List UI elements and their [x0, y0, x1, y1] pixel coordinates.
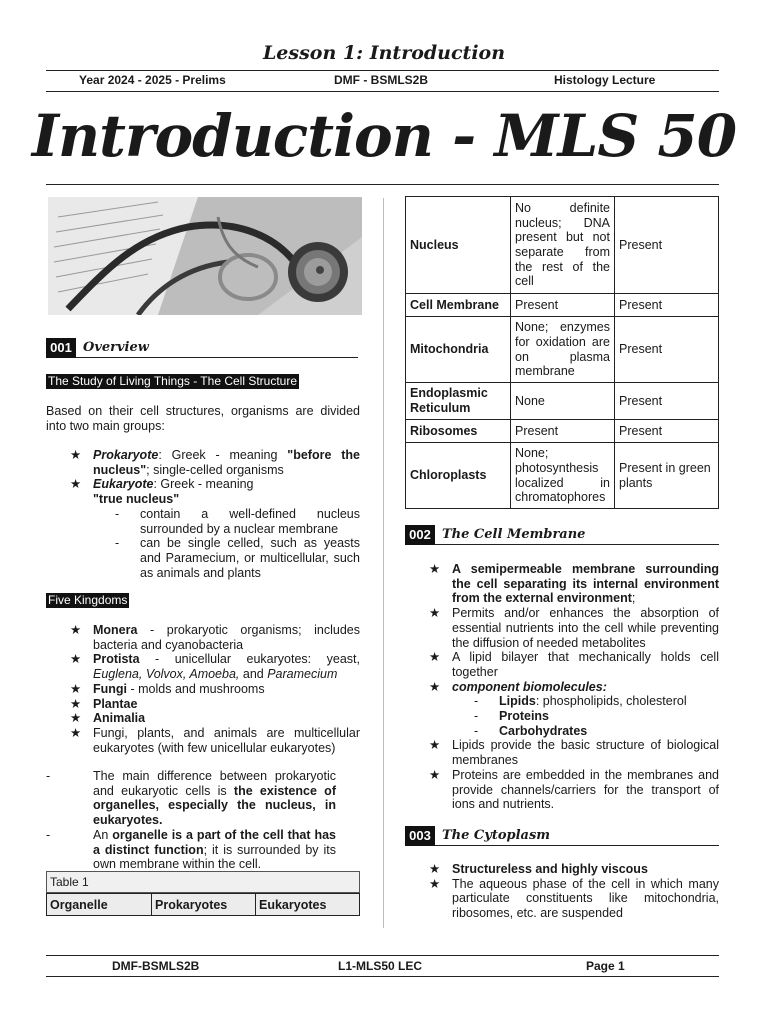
star-icon: ★	[70, 696, 82, 711]
main-title: Introduction - MLS 50	[31, 102, 737, 170]
section-number: 002	[405, 525, 435, 545]
kingdoms-list	[70, 623, 360, 755]
header-year: Year 2024 - 2025 - Prelims	[79, 73, 226, 87]
star-icon: ★	[429, 862, 441, 876]
eukaryote-points	[115, 507, 360, 581]
footer-rule-top	[46, 955, 719, 956]
stethoscope-photo	[48, 197, 362, 315]
list-item: ★ Structureless and highly viscous	[429, 862, 648, 876]
footer-left: DMF-BSMLS2B	[112, 959, 200, 973]
list-item: ★ Monera - prokaryotic organisms; includes bacteria and cyanobacteria	[70, 623, 360, 652]
list-item: - contain a well-defined nucleus surrounded by a nuclear membrane	[115, 506, 360, 536]
list-item: ★ Permits and/or enhances the absorption of essential nutrients into the cell while preventing the diffusion of needed metabolites	[429, 606, 719, 650]
footer-row	[46, 959, 719, 975]
header-rule-top	[46, 70, 719, 71]
star-icon: ★	[70, 725, 82, 740]
star-icon: ★	[70, 623, 82, 637]
table-row: Chloroplasts None; photosynthesis localized in chromatophores Present in green plants	[406, 443, 719, 509]
lesson-title: Lesson 1: Introduction	[262, 42, 506, 64]
star-icon: ★	[429, 738, 441, 753]
star-icon: ★	[70, 477, 82, 492]
star-icon: ★	[70, 681, 82, 696]
table-row: Nucleus No definite nucleus; DNA present but not separate from the rest of the cell Present	[406, 197, 719, 294]
star-icon: ★	[429, 562, 441, 576]
section-number: 003	[405, 826, 435, 846]
list-item: ★ Prokaryote: Greek - meaning "before the nucleus"; single-celled organisms	[70, 448, 360, 477]
header-subject: Histology Lecture	[554, 73, 656, 87]
header-info-row	[46, 73, 719, 90]
list-item: ★ Fungi - molds and mushrooms	[70, 681, 265, 696]
star-icon: ★	[429, 606, 441, 621]
organism-groups-list	[70, 448, 360, 580]
star-icon: ★	[429, 876, 441, 891]
overview-intro: Based on their cell structures, organisms are divided into two main groups:	[46, 404, 360, 433]
footer-rule-bottom	[46, 976, 719, 977]
list-item: - An organelle is a part of the cell that has a distinct function; it is surrounded by its own membrane within the cell.	[46, 827, 336, 872]
list-item: ★ Proteins are embedded in the membranes and provide channels/carriers for the transport of ions and nutrients.	[429, 767, 719, 812]
footer-center: L1-MLS50 LEC	[338, 959, 423, 973]
section-title: Overview	[83, 340, 149, 355]
list-item: - Lipids: phospholipids, cholesterol	[474, 694, 687, 709]
star-icon: ★	[70, 711, 82, 726]
cytoplasm-list	[429, 862, 719, 921]
list-item: - can be single celled, such as yeasts and Paramecium, or multicellular, such as animals and plants	[115, 536, 360, 580]
notes-list	[46, 769, 336, 872]
table-header-cell: Eukaryotes	[256, 894, 360, 916]
section-cytoplasm-header	[405, 826, 719, 846]
table1-caption: Table 1	[46, 871, 360, 893]
star-icon: ★	[429, 767, 441, 782]
cell-structure-subheading: The Study of Living Things - The Cell Structure	[48, 374, 298, 388]
list-item: ★ Fungi, plants, and animals are multicellular eukaryotes (with few unicellular eukaryotes)	[70, 725, 360, 755]
biomolecule-list	[474, 694, 719, 738]
header-rule-bottom	[46, 91, 719, 92]
list-item: ★ A lipid bilayer that mechanically holds cell together	[429, 650, 719, 679]
footer-page-number: Page 1	[586, 959, 625, 973]
list-item: - Proteins	[474, 709, 550, 724]
organelle-comparison-table	[405, 196, 719, 509]
list-item: ★ component biomolecules: - Lipids: phospholipids, cholesterol - Proteins - Carbohydrates	[429, 680, 719, 739]
table-row: Cell Membrane Present Present	[406, 294, 719, 317]
star-icon: ★	[70, 448, 82, 462]
list-item: - Carbohydrates	[474, 723, 588, 738]
list-item: ★ Animalia	[70, 711, 146, 726]
list-item: ★ Protista - unicellular eukaryotes: yeast, Euglena, Volvox, Amoeba, and Paramecium	[70, 652, 360, 682]
section-title: The Cytoplasm	[442, 828, 551, 843]
title-rule	[46, 184, 719, 185]
list-item: ★ Plantae	[70, 696, 138, 711]
table-header-cell: Organelle	[47, 894, 152, 916]
list-item: - The main difference between prokaryotic and eukaryotic cells is the existence of organelles, especially the nucleus, in eukaryotes.	[46, 769, 336, 828]
list-item: ★ Lipids provide the basic structure of biological membranes	[429, 738, 719, 768]
table-row: Mitochondria None; enzymes for oxidation are on plasma membrane Present	[406, 317, 719, 383]
star-icon: ★	[429, 679, 441, 694]
table-header-cell: Prokaryotes	[152, 894, 256, 916]
table-row: Endoplasmic Reticulum None Present	[406, 383, 719, 420]
section-title: The Cell Membrane	[442, 527, 586, 542]
section-number: 001	[46, 338, 76, 358]
column-divider	[383, 198, 384, 928]
list-item: ★ Eukaryote: Greek - meaning "true nucleus" - contain a well-defined nucleus surrounded by a nuclear membrane - can be single celled, such as yeasts and Paramecium, or multicellular, such as animals and plants	[70, 477, 360, 580]
section-overview-header	[46, 338, 358, 358]
header-section: DMF - BSMLS2B	[334, 73, 428, 87]
star-icon: ★	[429, 650, 441, 665]
list-item: ★ A semipermeable membrane surrounding the cell separating its internal environment from the external environment;	[429, 562, 719, 606]
organelle-table-header	[46, 893, 360, 916]
section-cell-membrane-header	[405, 525, 719, 545]
table-row: Ribosomes Present Present	[406, 420, 719, 443]
list-item: ★ The aqueous phase of the cell in which many particulate constituents like mitochondria, ribosomes, etc. are suspended	[429, 876, 719, 921]
cell-membrane-list	[429, 562, 719, 812]
five-kingdoms-heading: Five Kingdoms	[48, 593, 128, 607]
star-icon: ★	[70, 652, 82, 667]
